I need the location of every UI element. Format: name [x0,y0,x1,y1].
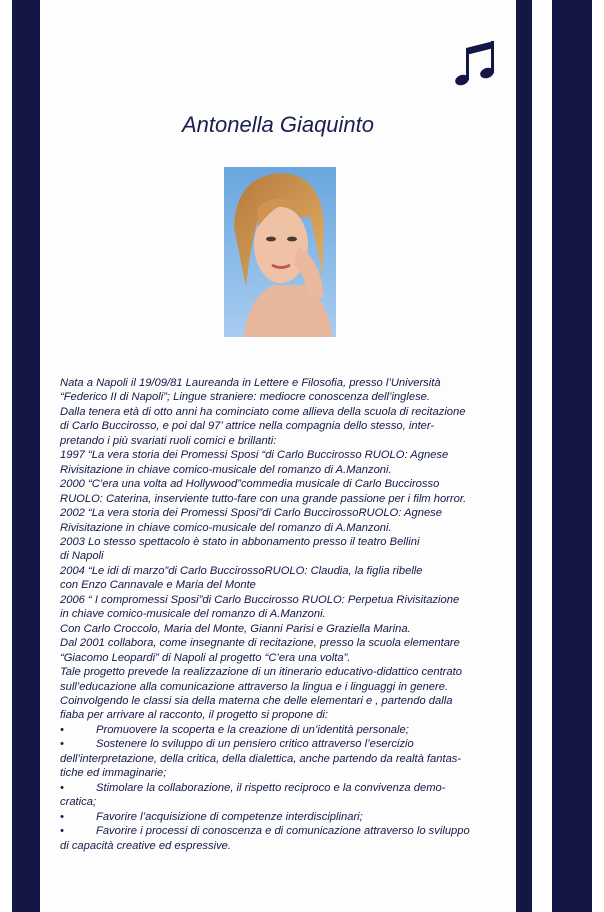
bullet-continuation: di capacità creative ed espressive. [60,839,232,852]
bullet-text: Stimolare la collaborazione, il rispetto reciproco e la convivenza demo- [96,781,446,794]
bio-line: “Giacomo Leopardi” di Napoli al progetto “C’era una volta”. [60,651,351,664]
bullet-item [60,737,506,751]
bio-line: Dalla tenera età di otto anni ha cominciato come allieva della scuola di recitazione [60,405,466,418]
bio-line: Rivisitazione in chiave comico-musicale del romanzo di A.Manzoni. [60,521,392,534]
left-border-stripe [12,0,40,912]
right-border-stripe-inner [516,0,532,912]
bullet-marker: • [60,738,64,751]
bio-line: Coinvolgendo le classi sia della materna che delle elementari e , partendo dalla [60,694,453,707]
bio-line: 2000 “C’era una volta ad Hollywood”commedia musicale di Carlo Buccirosso [60,478,440,491]
bio-line: Con Carlo Croccolo, Maria del Monte, Gianni Parisi e Graziella Marina. [60,622,411,635]
bullet-text: Favorire i processi di conoscenza e di comunicazione attraverso lo sviluppo [96,825,470,838]
bio-line: 2003 Lo stesso spettacolo è stato in abbonamento presso il teatro Bellini [60,535,420,548]
bio-line: in chiave comico-musicale del romanzo di A.Manzoni. [60,608,326,621]
bio-line: con Enzo Cannavale e Maria del Monte [60,579,256,592]
bio-line: Nata a Napoli il 19/09/81 Laureanda in Lettere e Filosofia, presso l’Università [60,377,441,389]
bullet-item [60,723,506,737]
bullet-item [60,824,506,838]
bullet-item [60,781,506,795]
bullet-continuation: dell’interpretazione, della critica, della dialettica, anche partendo da realtà fantas- [60,752,462,765]
page-title: Antonella Giaquinto [181,112,375,137]
bio-line: 2002 “La vera storia dei Promessi Sposi”di Carlo BuccirossoRUOLO: Agnese [60,507,442,520]
bio-line: 2004 “Le idi di marzo”di Carlo BuccirossoRUOLO: Claudia, la figlia ribelle [60,564,423,577]
bio-line: 2006 “ I compromessi Sposi”di Carlo Buccirosso RUOLO: Perpetua Rivisitazione [60,593,460,606]
bio-line: pretando i più svariati ruoli comici e brillanti: [60,434,277,447]
biography-text [60,376,506,853]
bio-line: 1997 “La vera storia dei Promessi Sposi “di Carlo Buccirosso RUOLO: Agnese [60,449,449,462]
right-border-stripe-outer [552,0,592,912]
bio-line: Tale progetto prevede la realizzazione di un itinerario educativo-didattico centrato [60,666,462,679]
bio-line: sull’educazione alla comunicazione attraverso la lingua e i linguaggi in genere. [60,680,449,693]
bullet-continuation: cratica; [60,796,97,809]
bullet-marker: • [60,825,64,838]
bio-line: di Carlo Buccirosso, e poi dal 97’ attrice nella compagnia dello stesso, inter- [60,420,435,433]
bio-line: Dal 2001 collabora, come insegnante di recitazione, presso la scuola elementare [60,637,460,650]
bio-line: fiaba per arrivare al racconto, il progetto si propone di: [60,709,329,722]
bullet-marker: • [60,723,64,736]
bullet-text: Favorire l’acquisizione di competenze interdisciplinari; [96,810,363,823]
bio-line: “Federico II di Napoli”; Lingue straniere: mediocre conoscenza dell’inglese. [60,391,431,404]
bullet-text: Sostenere lo sviluppo di un pensiero critico attraverso l’esercizio [96,738,414,751]
bullet-continuation: tiche ed immaginarie; [60,767,167,780]
bullet-marker: • [60,810,64,823]
bio-line: Rivisitazione in chiave comico-musicale del romanzo di A.Manzoni. [60,463,392,476]
bullet-marker: • [60,781,64,794]
bullet-text: Promuovere la scoperta e la creazione di un’identità personale; [96,723,409,736]
music-note-icon[interactable] [452,38,498,88]
bio-line: RUOLO: Caterina, inserviente tutto-fare con una grande passione per i film horror. [60,492,467,505]
portrait-photo [224,167,336,337]
bio-line: di Napoli [60,550,104,563]
bullet-item [60,810,506,824]
